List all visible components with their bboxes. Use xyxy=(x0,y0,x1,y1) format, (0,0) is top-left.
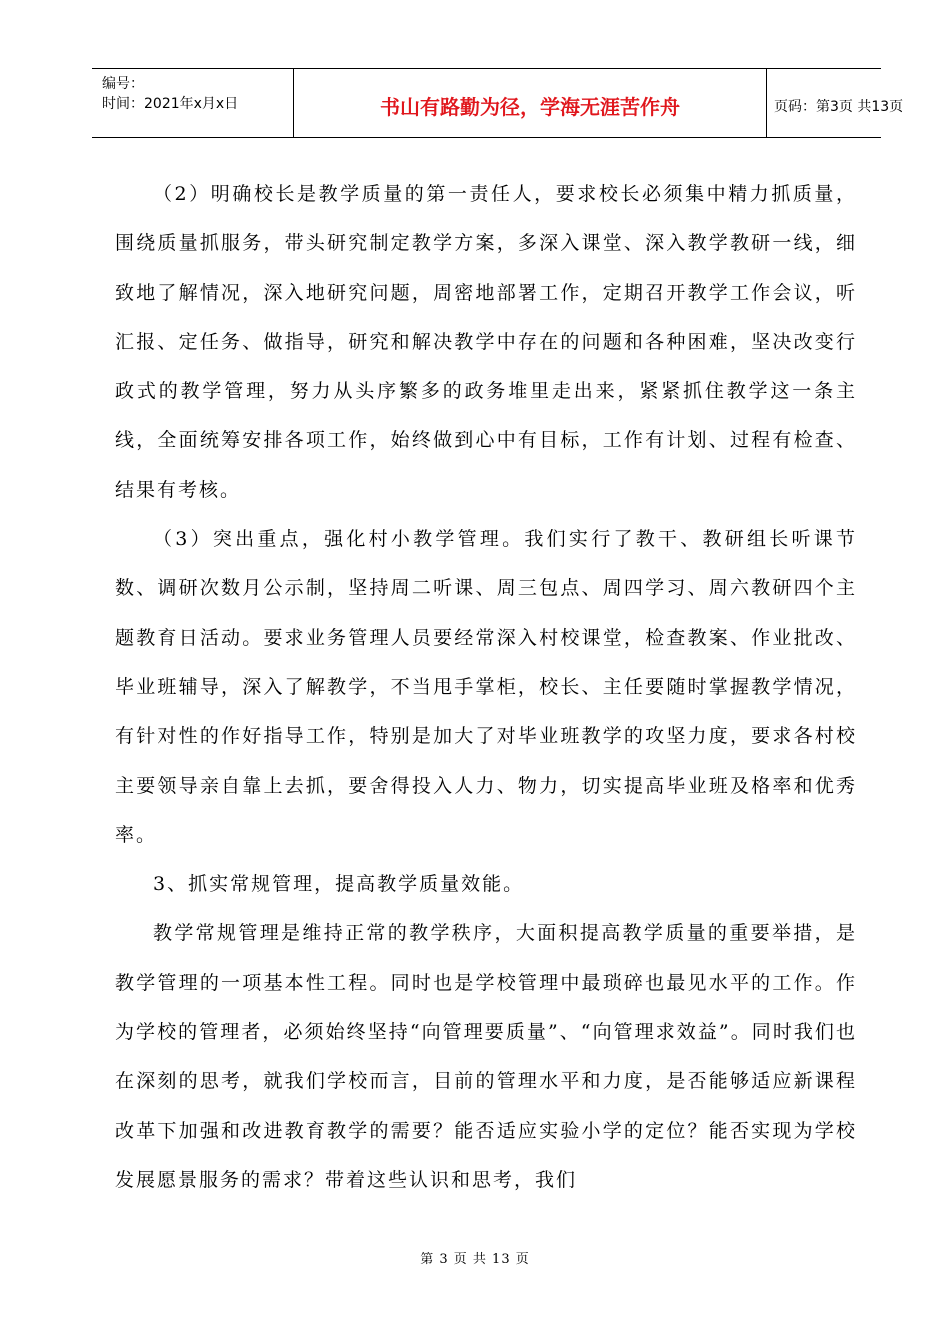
section-heading: 3、抓实常规管理，提高教学质量效能。 xyxy=(153,873,525,896)
document-body xyxy=(115,170,857,1205)
header-motto: 书山有路勤为径，学海无涯苦作舟 xyxy=(380,95,680,119)
header-page-cell xyxy=(766,69,904,137)
paragraph: （2）明确校长是教学质量的第一责任人，要求校长必须集中精力抓质量，围绕质量抓服务，带头研究制定教学方案，多深入课堂、深入教学教研一线，细致地了解情况，深入地研究问题，周密地部署工作，定期召开教学工作会议，听汇报、定任务、做指导，研究和解决教学中存在的问题和各种困难，坚决改变行政式的教学管理，努力从头序繁多的政务堆里走出来，紧紧抓住教学这一条主线，全面统筹安排各项工作，始终做到心中有目标，工作有计划、过程有检查、结果有考核。 xyxy=(115,183,857,501)
header-motto-cell xyxy=(293,69,767,137)
paragraph: （3）突出重点，强化村小教学管理。我们实行了教干、教研组长听课节数、调研次数月公示制，坚持周二听课、周三包点、周四学习、周六教研四个主题教育日活动。要求业务管理人员要经常深入村校课堂，检查教案、作业批改、毕业班辅导，深入了解教学，不当甩手掌柜，校长、主任要随时掌握教学情况，有针对性的作好指导工作，特别是加大了对毕业班教学的攻坚力度，要求各村校主要领导亲自靠上去抓，要舍得投入人力、物力，切实提高毕业班及格率和优秀率。 xyxy=(115,528,857,846)
serial-label: 编号： xyxy=(102,76,144,92)
time-label: 时间：2021年x月x日 xyxy=(102,96,239,112)
page-footer: 第 3 页 共 13 页 xyxy=(420,1252,530,1267)
paragraph: 教学常规管理是维持正常的教学秩序，大面积提高教学质量的重要举措，是教学管理的一项基本性工程。同时也是学校管理中最琐碎也最见水平的工作。作为学校的管理者，必须始终坚持“向管理要质量”、“向管理求效益”。同时我们也在深刻的思考，就我们学校而言，目前的管理水平和力度，是否能够适应新课程改革下加强和改进教育教学的需要？能否适应实验小学的定位？能否实现为学校发展愿景服务的需求？带着这些认识和思考，我们 xyxy=(115,922,857,1191)
page-header xyxy=(92,68,904,138)
header-page-info: 页码：第3页 共13页 xyxy=(774,99,904,115)
header-info-cell xyxy=(92,69,293,137)
